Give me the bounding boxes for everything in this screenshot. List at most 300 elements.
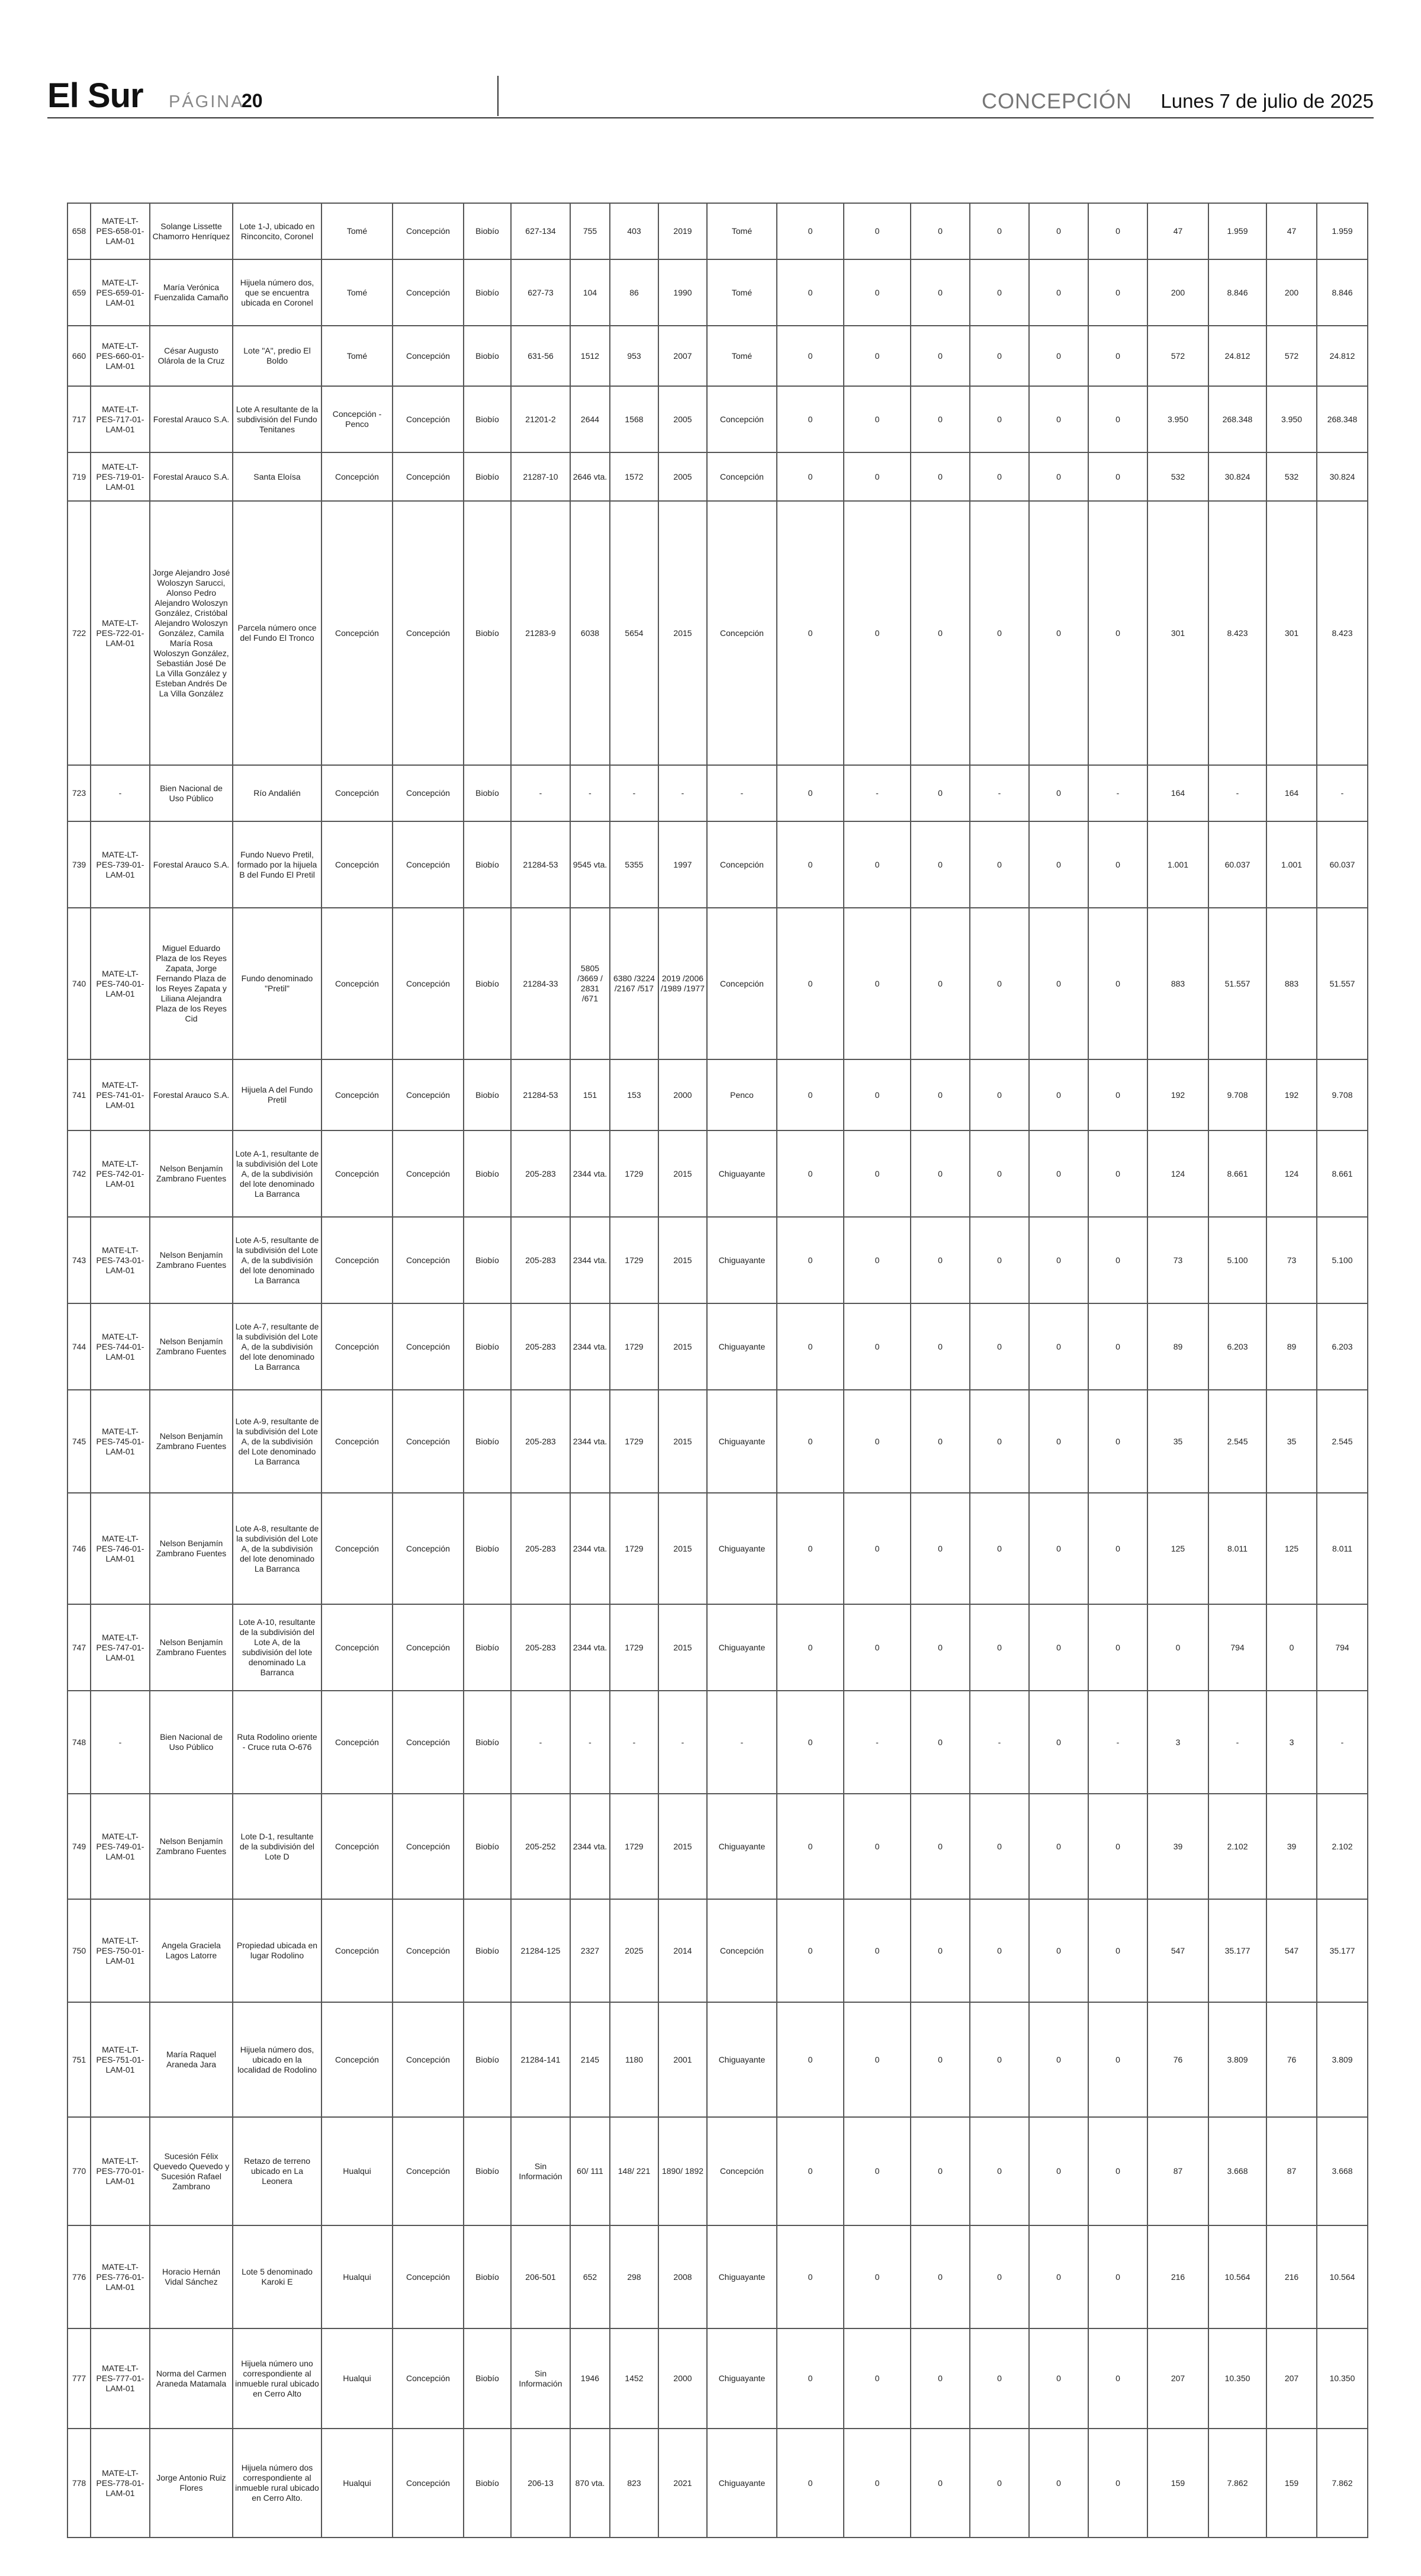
cell-number: 744 [67,1303,91,1390]
cell-number: 741 [67,1059,91,1130]
cell-conservator: Tomé [707,203,777,259]
cell-commune: Tomé [322,326,393,386]
cell-value-1: 0 [777,386,844,452]
cell-value-7: 207 [1147,2328,1208,2429]
cell-owner: Forestal Arauco S.A. [150,821,233,908]
table-row [67,908,1368,1059]
cell-commune: Concepción [322,1130,393,1217]
cell-year: 2019 /2006 /1989 /1977 [658,908,707,1059]
cell-value-6: 0 [1088,452,1147,501]
cell-region: Biobío [464,2225,511,2328]
cell-owner: Nelson Benjamín Zambrano Fuentes [150,1130,233,1217]
cell-value-8: 7.862 [1208,2429,1266,2538]
cell-value-10: 2.102 [1317,1794,1368,1899]
cell-value-9: 89 [1266,1303,1317,1390]
cell-code: MATE-LT-PES-740-01-LAM-01 [91,908,150,1059]
cell-value-10: 30.824 [1317,452,1368,501]
cell-value-4: 0 [970,2225,1029,2328]
cell-register-number: 1452 [610,2328,658,2429]
cell-value-4: 0 [970,2002,1029,2117]
cell-value-3: 0 [911,1691,970,1794]
cell-number: 742 [67,1130,91,1217]
table-row [67,1899,1368,2002]
cell-register-number: 6380 /3224 /2167 /517 [610,908,658,1059]
table-row [67,2328,1368,2429]
cell-value-6: 0 [1088,2002,1147,2117]
cell-role: 627-73 [511,259,570,326]
cell-code: MATE-LT-PES-749-01-LAM-01 [91,1794,150,1899]
cell-property: Lote 5 denominado Karoki E [233,2225,322,2328]
cell-commune: Concepción [322,2002,393,2117]
cell-value-3: 0 [911,326,970,386]
table-body [67,203,1368,2538]
cell-value-3: 0 [911,203,970,259]
cell-value-6: 0 [1088,1604,1147,1691]
cell-value-4: 0 [970,2429,1029,2538]
table-row [67,821,1368,908]
cell-property: Hijuela número dos, ubicado en la localidad de Rodolino [233,2002,322,2117]
cell-register-number: 298 [610,2225,658,2328]
cell-role: 21284-125 [511,1899,570,2002]
cell-region: Biobío [464,908,511,1059]
cell-year: 2015 [658,1390,707,1493]
cell-value-6: 0 [1088,326,1147,386]
cell-conservator: Chiguayante [707,1390,777,1493]
cell-value-7: 547 [1147,1899,1208,2002]
cell-register-number: 1729 [610,1493,658,1604]
cell-value-1: 0 [777,2328,844,2429]
cell-fojas: 2344 vta. [570,1217,610,1303]
cell-owner: Miguel Eduardo Plaza de los Reyes Zapata, Jorge Fernando Plaza de los Reyes Zapata y Liliana Alejandra Plaza de los Reyes Cid [150,908,233,1059]
cell-register-number: 86 [610,259,658,326]
cell-province: Concepción [393,821,464,908]
cell-region: Biobío [464,765,511,821]
cell-fojas: 60/ 111 [570,2117,610,2225]
cell-role: - [511,1691,570,1794]
cell-fojas: 2344 vta. [570,1794,610,1899]
cell-property: Río Andalién [233,765,322,821]
table-row [67,452,1368,501]
cell-year: 2021 [658,2429,707,2538]
cell-number: 750 [67,1899,91,2002]
cell-register-number: 1180 [610,2002,658,2117]
cell-commune: Concepción - Penco [322,386,393,452]
cell-value-9: 883 [1266,908,1317,1059]
cell-value-10: 3.809 [1317,2002,1368,2117]
cell-value-1: 0 [777,326,844,386]
cell-commune: Hualqui [322,2225,393,2328]
cell-value-6: 0 [1088,386,1147,452]
cell-year: 2014 [658,1899,707,2002]
cell-commune: Concepción [322,821,393,908]
cell-value-10: 7.862 [1317,2429,1368,2538]
cell-owner: Nelson Benjamín Zambrano Fuentes [150,1604,233,1691]
cell-owner: Bien Nacional de Uso Público [150,1691,233,1794]
cell-value-9: 200 [1266,259,1317,326]
cell-role: 205-283 [511,1390,570,1493]
cell-region: Biobío [464,1604,511,1691]
cell-value-2: 0 [844,259,911,326]
cell-year: 2015 [658,1604,707,1691]
cell-value-4: 0 [970,2117,1029,2225]
cell-value-8: 60.037 [1208,821,1266,908]
table-row [67,1217,1368,1303]
cell-conservator: Chiguayante [707,1794,777,1899]
cell-value-8: 268.348 [1208,386,1266,452]
cell-value-5: 0 [1029,2117,1088,2225]
cell-province: Concepción [393,2225,464,2328]
table-row [67,1390,1368,1493]
cell-value-6: - [1088,765,1147,821]
cell-fojas: 104 [570,259,610,326]
cell-region: Biobío [464,2328,511,2429]
cell-conservator: - [707,765,777,821]
cell-fojas: 2344 vta. [570,1493,610,1604]
cell-value-5: 0 [1029,2002,1088,2117]
cell-value-4: 0 [970,203,1029,259]
cell-number: 717 [67,386,91,452]
cell-value-8: 6.203 [1208,1303,1266,1390]
cell-register-number: 1729 [610,1390,658,1493]
cell-conservator: Concepción [707,452,777,501]
cell-owner: Nelson Benjamín Zambrano Fuentes [150,1217,233,1303]
cell-value-9: 164 [1266,765,1317,821]
cell-region: Biobío [464,1493,511,1604]
cell-province: Concepción [393,1217,464,1303]
cell-value-1: 0 [777,2429,844,2538]
cell-conservator: Penco [707,1059,777,1130]
cell-number: 770 [67,2117,91,2225]
cell-value-10: - [1317,1691,1368,1794]
cell-value-3: 0 [911,452,970,501]
cell-role: 21201-2 [511,386,570,452]
cell-register-number: 1729 [610,1794,658,1899]
cell-role: 205-283 [511,1604,570,1691]
cell-code: - [91,1691,150,1794]
cell-value-7: 883 [1147,908,1208,1059]
cell-province: Concepción [393,1899,464,2002]
cell-region: Biobío [464,2002,511,2117]
cell-conservator: Chiguayante [707,2002,777,2117]
cell-role: 205-283 [511,1217,570,1303]
cell-value-6: 0 [1088,908,1147,1059]
cell-value-6: 0 [1088,203,1147,259]
cell-province: Concepción [393,1130,464,1217]
cell-value-6: 0 [1088,1059,1147,1130]
cell-value-6: 0 [1088,2117,1147,2225]
cell-value-2: 0 [844,2002,911,2117]
cell-value-6: 0 [1088,1130,1147,1217]
cell-value-2: 0 [844,1899,911,2002]
cell-year: 2001 [658,2002,707,2117]
cell-value-5: 0 [1029,1899,1088,2002]
cell-value-1: 0 [777,908,844,1059]
cell-role: 205-283 [511,1303,570,1390]
table-row [67,203,1368,259]
cell-value-8: 8.423 [1208,501,1266,765]
table-row [67,765,1368,821]
cell-region: Biobío [464,1691,511,1794]
cell-role: 205-283 [511,1493,570,1604]
table-row [67,1794,1368,1899]
cell-value-10: 8.423 [1317,501,1368,765]
cell-property: Lote A-5, resultante de la subdivisión del Lote A, de la subdivisión del lote denominado La Barranca [233,1217,322,1303]
cell-value-1: 0 [777,2117,844,2225]
cell-conservator: Tomé [707,326,777,386]
cell-year: 2000 [658,1059,707,1130]
cell-value-2: 0 [844,203,911,259]
cell-value-8: 3.809 [1208,2002,1266,2117]
cell-fojas: 2344 vta. [570,1130,610,1217]
cell-value-7: 124 [1147,1130,1208,1217]
cell-commune: Concepción [322,1899,393,2002]
cell-code: MATE-LT-PES-741-01-LAM-01 [91,1059,150,1130]
cell-value-10: 268.348 [1317,386,1368,452]
cell-code: - [91,765,150,821]
cell-value-1: 0 [777,821,844,908]
cell-code: MATE-LT-PES-776-01-LAM-01 [91,2225,150,2328]
table-row [67,2117,1368,2225]
cell-owner: María Raquel Araneda Jara [150,2002,233,2117]
cell-property: Hijuela número dos, que se encuentra ubicada en Coronel [233,259,322,326]
cell-value-3: 0 [911,1130,970,1217]
cell-code: MATE-LT-PES-751-01-LAM-01 [91,2002,150,2117]
cell-value-4: 0 [970,1059,1029,1130]
table-row [67,1493,1368,1604]
cell-value-9: 301 [1266,501,1317,765]
cell-owner: Nelson Benjamín Zambrano Fuentes [150,1794,233,1899]
cell-conservator: Chiguayante [707,1130,777,1217]
cell-year: 1997 [658,821,707,908]
cell-fojas: - [570,765,610,821]
cell-value-4: 0 [970,1493,1029,1604]
cell-commune: Tomé [322,203,393,259]
cell-register-number: 1729 [610,1604,658,1691]
cell-commune: Concepción [322,501,393,765]
cell-value-1: 0 [777,501,844,765]
cell-number: 751 [67,2002,91,2117]
cell-province: Concepción [393,1059,464,1130]
cell-region: Biobío [464,386,511,452]
table-row [67,2002,1368,2117]
cell-value-4: 0 [970,501,1029,765]
cell-year: 2019 [658,203,707,259]
cell-role: 21287-10 [511,452,570,501]
cell-fojas: 2646 vta. [570,452,610,501]
cell-owner: Jorge Alejandro José Woloszyn Sarucci, Alonso Pedro Alejandro Woloszyn González, Cristóbal Alejandro Woloszyn González, Camila María Rosa Woloszyn González, Sebastián José De La Villa González y Esteban Andrés De La Villa González [150,501,233,765]
cell-year: 2000 [658,2328,707,2429]
cell-register-number: 1729 [610,1303,658,1390]
cell-commune: Concepción [322,1390,393,1493]
cell-value-5: 0 [1029,765,1088,821]
table-row [67,2429,1368,2538]
cell-value-2: 0 [844,1130,911,1217]
cell-number: 777 [67,2328,91,2429]
cell-value-7: 216 [1147,2225,1208,2328]
cell-fojas: 870 vta. [570,2429,610,2538]
cell-value-1: 0 [777,2002,844,2117]
header-divider [497,76,499,116]
cell-value-10: 10.350 [1317,2328,1368,2429]
cell-property: Hijuela A del Fundo Pretil [233,1059,322,1130]
cell-commune: Concepción [322,1059,393,1130]
cell-property: Lote A-9, resultante de la subdivisión del Lote A, de la subdivisión del Lote denominado La Barranca [233,1390,322,1493]
page-label: PÁGINA [169,92,245,111]
cell-value-10: 6.203 [1317,1303,1368,1390]
cell-commune: Concepción [322,1794,393,1899]
cell-fojas: 2644 [570,386,610,452]
cell-conservator: Concepción [707,821,777,908]
cell-value-9: 73 [1266,1217,1317,1303]
cell-region: Biobío [464,452,511,501]
cell-value-6: 0 [1088,1217,1147,1303]
cell-region: Biobío [464,2117,511,2225]
cell-value-9: 207 [1266,2328,1317,2429]
cell-value-5: 0 [1029,908,1088,1059]
cell-value-7: 192 [1147,1059,1208,1130]
cell-fojas: 652 [570,2225,610,2328]
page-number: 20 [242,90,263,111]
cell-register-number: 823 [610,2429,658,2538]
table-row [67,386,1368,452]
cell-value-5: 0 [1029,1059,1088,1130]
cell-value-7: 301 [1147,501,1208,765]
cell-property: Ruta Rodolino oriente - Cruce ruta O-676 [233,1691,322,1794]
cell-owner: Jorge Antonio Ruiz Flores [150,2429,233,2538]
cell-value-3: 0 [911,1217,970,1303]
cell-value-4: 0 [970,452,1029,501]
cell-number: 746 [67,1493,91,1604]
cell-value-4: 0 [970,821,1029,908]
cell-province: Concepción [393,326,464,386]
cell-value-8: 35.177 [1208,1899,1266,2002]
cell-value-4: - [970,1691,1029,1794]
cell-code: MATE-LT-PES-770-01-LAM-01 [91,2117,150,2225]
cell-property: Parcela número once del Fundo El Tronco [233,501,322,765]
cell-role: 205-252 [511,1794,570,1899]
cell-value-5: 0 [1029,259,1088,326]
cell-value-1: 0 [777,1303,844,1390]
cell-code: MATE-LT-PES-660-01-LAM-01 [91,326,150,386]
cell-value-1: 0 [777,1794,844,1899]
cell-commune: Concepción [322,1604,393,1691]
cell-value-5: 0 [1029,1691,1088,1794]
table-row [67,1691,1368,1794]
cell-value-4: 0 [970,1604,1029,1691]
cell-value-10: 8.011 [1317,1493,1368,1604]
cell-value-2: 0 [844,452,911,501]
cell-province: Concepción [393,501,464,765]
cell-value-3: 0 [911,2328,970,2429]
cell-value-10: 3.668 [1317,2117,1368,2225]
cell-value-4: 0 [970,1794,1029,1899]
cell-value-5: 0 [1029,203,1088,259]
cell-value-9: 124 [1266,1130,1317,1217]
cell-value-6: - [1088,1691,1147,1794]
cell-value-5: 0 [1029,1217,1088,1303]
cell-value-5: 0 [1029,452,1088,501]
cell-code: MATE-LT-PES-719-01-LAM-01 [91,452,150,501]
cell-number: 747 [67,1604,91,1691]
cell-value-2: 0 [844,821,911,908]
cell-register-number: 148/ 221 [610,2117,658,2225]
cell-province: Concepción [393,1303,464,1390]
cell-value-2: 0 [844,908,911,1059]
header-rule [47,117,1374,118]
cell-value-2: 0 [844,1390,911,1493]
table-row [67,1303,1368,1390]
cell-province: Concepción [393,203,464,259]
cell-value-3: 0 [911,2225,970,2328]
cell-value-2: 0 [844,2225,911,2328]
cell-code: MATE-LT-PES-743-01-LAM-01 [91,1217,150,1303]
cell-year: 2015 [658,1493,707,1604]
cell-number: 739 [67,821,91,908]
cell-property: Retazo de terreno ubicado en La Leonera [233,2117,322,2225]
cell-value-3: 0 [911,2429,970,2538]
cell-region: Biobío [464,1899,511,2002]
cell-register-number: 1729 [610,1217,658,1303]
cell-property: Lote 1-J, ubicado en Rinconcito, Coronel [233,203,322,259]
cell-conservator: Concepción [707,386,777,452]
cell-property: Lote A-7, resultante de la subdivisión del Lote A, de la subdivisión del lote denominado La Barranca [233,1303,322,1390]
cell-number: 749 [67,1794,91,1899]
cell-code: MATE-LT-PES-778-01-LAM-01 [91,2429,150,2538]
cell-value-8: - [1208,1691,1266,1794]
cell-role: 206-501 [511,2225,570,2328]
cell-value-3: 0 [911,765,970,821]
table-row [67,501,1368,765]
cell-number: 660 [67,326,91,386]
cell-value-5: 0 [1029,1390,1088,1493]
cell-role: 21284-141 [511,2002,570,2117]
cell-conservator: Concepción [707,908,777,1059]
cell-owner: Nelson Benjamín Zambrano Fuentes [150,1390,233,1493]
section-title: CONCEPCIÓN [982,89,1133,113]
cell-code: MATE-LT-PES-745-01-LAM-01 [91,1390,150,1493]
cell-value-3: 0 [911,1303,970,1390]
cell-register-number: 403 [610,203,658,259]
cell-value-5: 0 [1029,501,1088,765]
cell-conservator: Concepción [707,501,777,765]
cell-value-2: - [844,1691,911,1794]
cell-province: Concepción [393,386,464,452]
cell-value-1: 0 [777,259,844,326]
newspaper-logo: El Sur [47,76,143,115]
cell-owner: Angela Graciela Lagos Latorre [150,1899,233,2002]
cell-value-8: 24.812 [1208,326,1266,386]
cell-value-7: 200 [1147,259,1208,326]
expropriation-table [67,203,1368,2538]
cell-owner: Nelson Benjamín Zambrano Fuentes [150,1493,233,1604]
cell-value-1: 0 [777,1493,844,1604]
cell-value-10: 24.812 [1317,326,1368,386]
cell-role: 21284-53 [511,821,570,908]
cell-province: Concepción [393,908,464,1059]
cell-property: Fundo denominado "Pretil" [233,908,322,1059]
cell-region: Biobío [464,1130,511,1217]
cell-conservator: Concepción [707,1899,777,2002]
cell-value-3: 0 [911,501,970,765]
cell-fojas: 2344 vta. [570,1604,610,1691]
cell-number: 748 [67,1691,91,1794]
cell-value-8: 30.824 [1208,452,1266,501]
cell-value-8: 10.350 [1208,2328,1266,2429]
cell-value-7: 0 [1147,1604,1208,1691]
cell-commune: Concepción [322,1303,393,1390]
cell-value-5: 0 [1029,1130,1088,1217]
cell-value-8: 8.661 [1208,1130,1266,1217]
